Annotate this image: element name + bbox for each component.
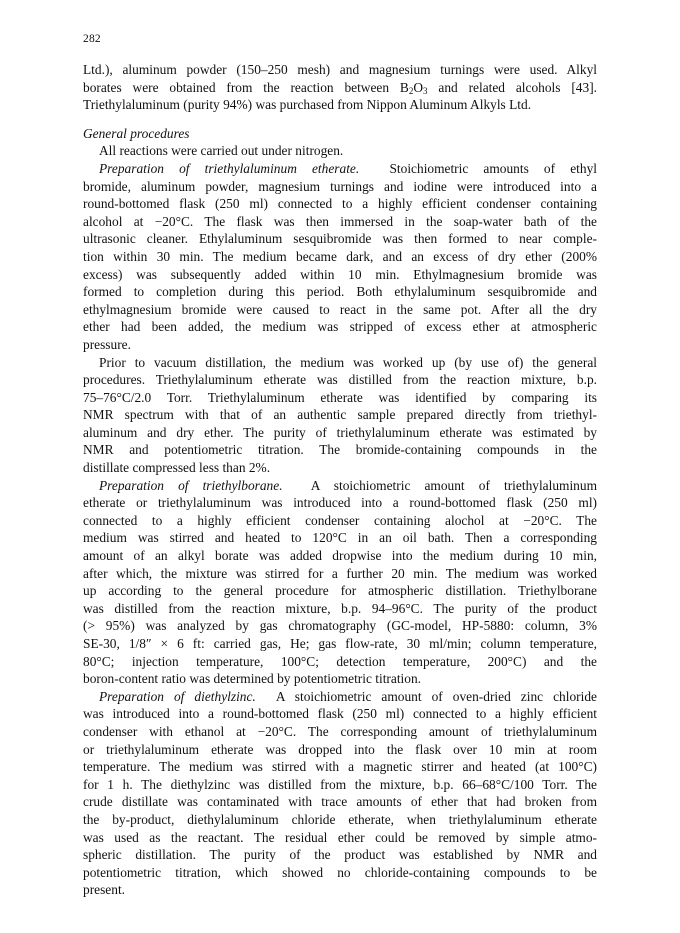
text-line: amount of an alkyl borate was added dropwise into the medium during 10 min, (83, 548, 597, 564)
text-line: spheric distillation. The purity of the product was established by NMR and (83, 847, 597, 863)
text-line: ethylmagnesium bromide were caused to react in the same pot. After all the dry (83, 301, 597, 317)
text-line: connected to a highly efficient condenser containing alochol at −20°C. The (83, 512, 597, 528)
note-line: All reactions were carried out under nitrogen. (99, 143, 344, 159)
text-line: Ltd.), aluminum powder (150–250 mesh) and magnesium turnings were used. Alkyl (83, 62, 597, 77)
text-line: or triethylaluminum etherate was dropped into the flask over 10 min at room (83, 741, 597, 757)
text-line: bromide, aluminum powder, magnesium turnings and iodine were introduced into a (83, 178, 597, 194)
paragraph-title: Preparation of triethylborane. (99, 477, 283, 493)
text-line: ether had been added, the medium was stripped of excess ether at atmospheric (83, 319, 597, 335)
text-line: Prior to vacuum distillation, the medium was worked up (by use of) the general (99, 354, 597, 370)
text-line: was used as the reactant. The residual ether could be removed by simple atmo- (83, 829, 597, 845)
text-line: condenser with ethanol at −20°C. The corresponding amount of triethylaluminum (83, 723, 597, 739)
text-line: borates were obtained from the reaction between $B_2O_3$ and related alcohols [43]. (83, 79, 598, 96)
paragraph-title: Preparation of triethylaluminum etherate. (99, 160, 360, 176)
section-heading: General procedures (83, 125, 190, 141)
paragraph-etherate (83, 160, 597, 354)
text-line: boron-content ratio was determined by potentiometric titration. (83, 671, 422, 687)
text-line: present. (83, 882, 126, 898)
text-line: temperature. The medium was stirred with a magnetic stirrer and heated (at 100°C) (83, 759, 597, 775)
paragraph-distillation (83, 354, 597, 477)
text-line: procedures. Triethylaluminum etherate was distilled from the reaction mixture, b.p. (83, 372, 597, 388)
text-line: (> 95%) was analyzed by gas chromatography (GC-model, HP-5880: column, 3% (83, 618, 597, 634)
text-line: alcohol at −20°C. The flask was then immersed in the soap-water bath of the (83, 213, 597, 229)
text-line: excess) was subsequently added within 10 min. Ethylmagnesium bromide was (83, 266, 597, 282)
text-line: 80°C; injection temperature, 100°C; detection temperature, 200°C) and the (83, 653, 597, 669)
text-line: distillate compressed less than 2%. (83, 460, 271, 476)
text-line: was distilled from the reaction mixture, b.p. 94–96°C. The purity of the product (83, 600, 597, 616)
text-line: SE-30, 1/8″ × 6 ft: carried gas, He; gas flow-rate, 30 ml/min; column temperature, (83, 636, 597, 651)
text-line: pressure. (83, 336, 131, 352)
text-line: crude distillate was contaminated with trace amounts of ether that had broken from (83, 794, 597, 810)
text-line: formed to completion during this period. Both ethylaluminum sesquibromide and (83, 284, 597, 300)
text-line: round-bottomed flask (250 ml) connected to a highly efficient condenser containing (83, 196, 597, 212)
text-line: Preparation of triethylaluminum etherate. Stoichiometric amounts of ethyl (99, 160, 597, 176)
text-line: ultrasonic cleaner. Ethylaluminum sesquibromide was then formed to near comple- (83, 231, 597, 247)
text-line: the by-product, diethylaluminum chloride etherate, when triethylaluminum etherate (83, 811, 597, 827)
text-line: tion within 30 min. The medium became dark, and an excess of dry ether (200% (83, 248, 597, 264)
text-line: for 1 h. The diethylzinc was distilled from the mixture, b.p. 66–68°C/100 Torr. The (83, 776, 597, 792)
body-text (83, 61, 597, 899)
paragraph-intro (83, 61, 597, 114)
text-line: potentiometric titration, which showed no chloride-containing compounds to be (83, 864, 597, 880)
paragraph-triethylborane (83, 477, 597, 688)
paragraph-title: Preparation of diethylzinc. (99, 688, 256, 704)
text-line: NMR and potentiometric titration. The bromide-containing compounds in the (83, 442, 597, 458)
text-line: medium was stirred and heated to 120°C in an oil bath. Then a corresponding (83, 530, 597, 546)
text-line: NMR spectrum with that of an authentic sample prepared directly from triethyl- (83, 407, 597, 423)
text-line: Preparation of diethylzinc. A stoichiometric amount of oven-dried zinc chloride (99, 688, 597, 704)
text-line: was introduced into a round-bottomed flask (250 ml) connected to a highly efficient (83, 706, 597, 722)
text-line: Preparation of triethylborane. A stoichiometric amount of triethylaluminum (99, 477, 597, 493)
paragraph-diethylzinc (83, 688, 597, 899)
text-line: up according to the general procedure for atmospheric distillation. Triethylborane (83, 583, 597, 599)
page-number: 282 (83, 33, 101, 45)
section-gap (83, 114, 597, 125)
text-line: etherate or triethylaluminum was introduced into a round-bottomed flask (250 ml) (83, 495, 597, 511)
text-line: aluminum and dry ether. The purity of triethylaluminum etherate was estimated by (83, 424, 597, 440)
text-line: after which, the mixture was stirred for a further 20 min. The medium was worked (83, 565, 597, 581)
text-line: Triethylaluminum (purity 94%) was purchased from Nippon Aluminum Alkyls Ltd. (83, 97, 532, 113)
text-line: 75–76°C/2.0 Torr. Triethylaluminum etherate was identified by comparing its (83, 389, 597, 405)
